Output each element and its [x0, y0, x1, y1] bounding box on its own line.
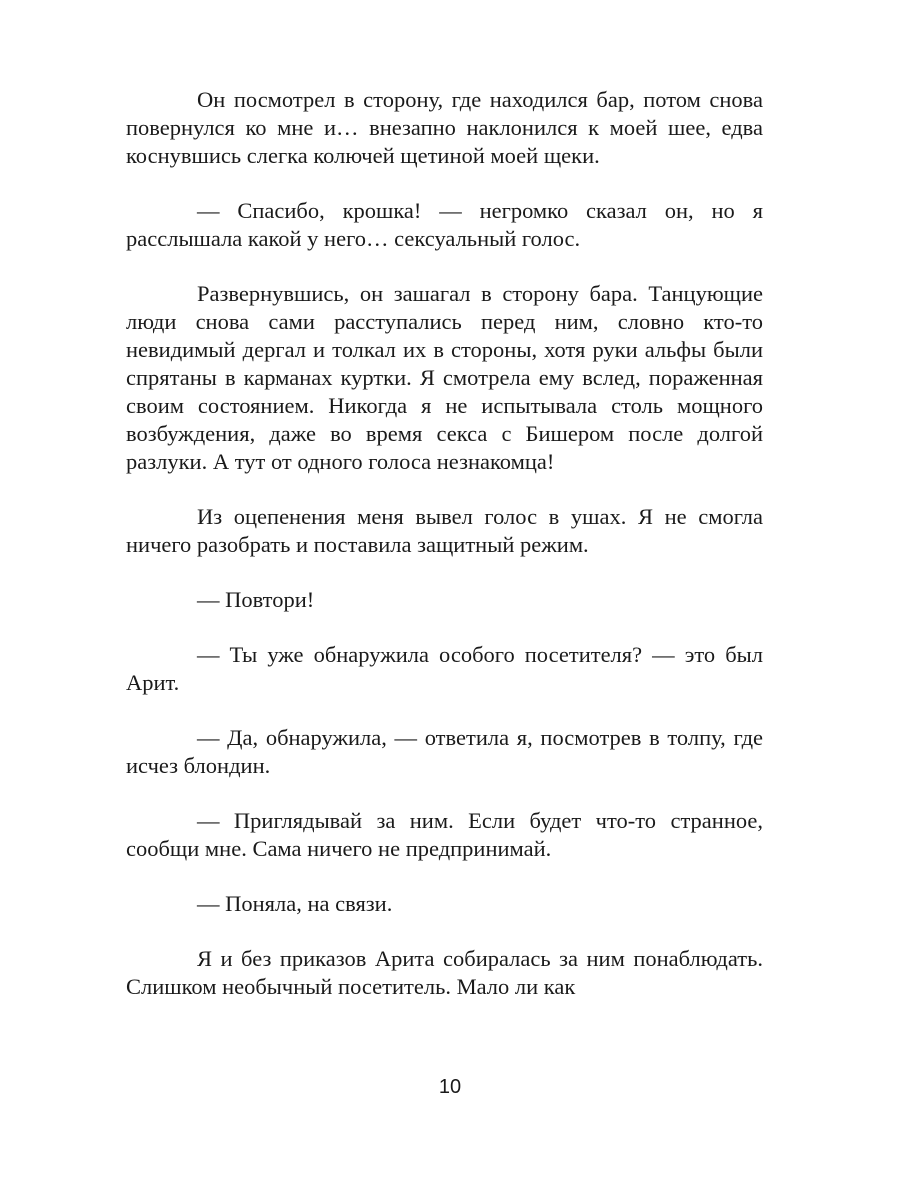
- paragraph: — Поняла, на связи.: [197, 891, 393, 916]
- paragraph: — Приглядывай за ним. Если будет что-то странное, сообщи мне. Сама ничего не предпринимай.: [126, 808, 763, 861]
- paragraph-continued: Я и без приказов Арита собиралась за ним понаблюдать. Слишком необычный посетитель. Мало ли как: [126, 946, 763, 999]
- paragraph: Он посмотрел в сторону, где находился бар, потом снова повернулся ко мне и… внезапно наклонился к моей шее, едва коснувшись слегка колючей щетиной моей щеки.: [126, 87, 763, 168]
- paragraph: Развернувшись, он зашагал в сторону бара. Танцующие люди снова сами расступались перед ним, словно кто-то невидимый дергал и толкал их в стороны, хотя руки альфы были спрятаны в карманах куртки. Я смотрела ему вслед, пораженная своим состоянием. Никогда я не испытывала столь мощного возбуждения, даже во время секса с Бишером после долгой разлуки. А тут от одного голоса незнакомца!: [126, 281, 763, 474]
- paragraph: Из оцепенения меня вывел голос в ушах. Я не смогла ничего разобрать и поставила защитный режим.: [126, 504, 763, 557]
- paragraph: — Ты уже обнаружила особого посетителя? — это был Арит.: [126, 642, 763, 695]
- page-number: 10: [438, 1076, 462, 1098]
- page-body-text: [126, 86, 763, 1001]
- paragraph: — Повтори!: [197, 587, 315, 612]
- paragraph: — Да, обнаружила, — ответила я, посмотрев в толпу, где исчез блондин.: [126, 725, 763, 778]
- paragraph: — Спасибо, крошка! — негромко сказал он, но я расслышала какой у него… сексуальный голос.: [126, 198, 763, 251]
